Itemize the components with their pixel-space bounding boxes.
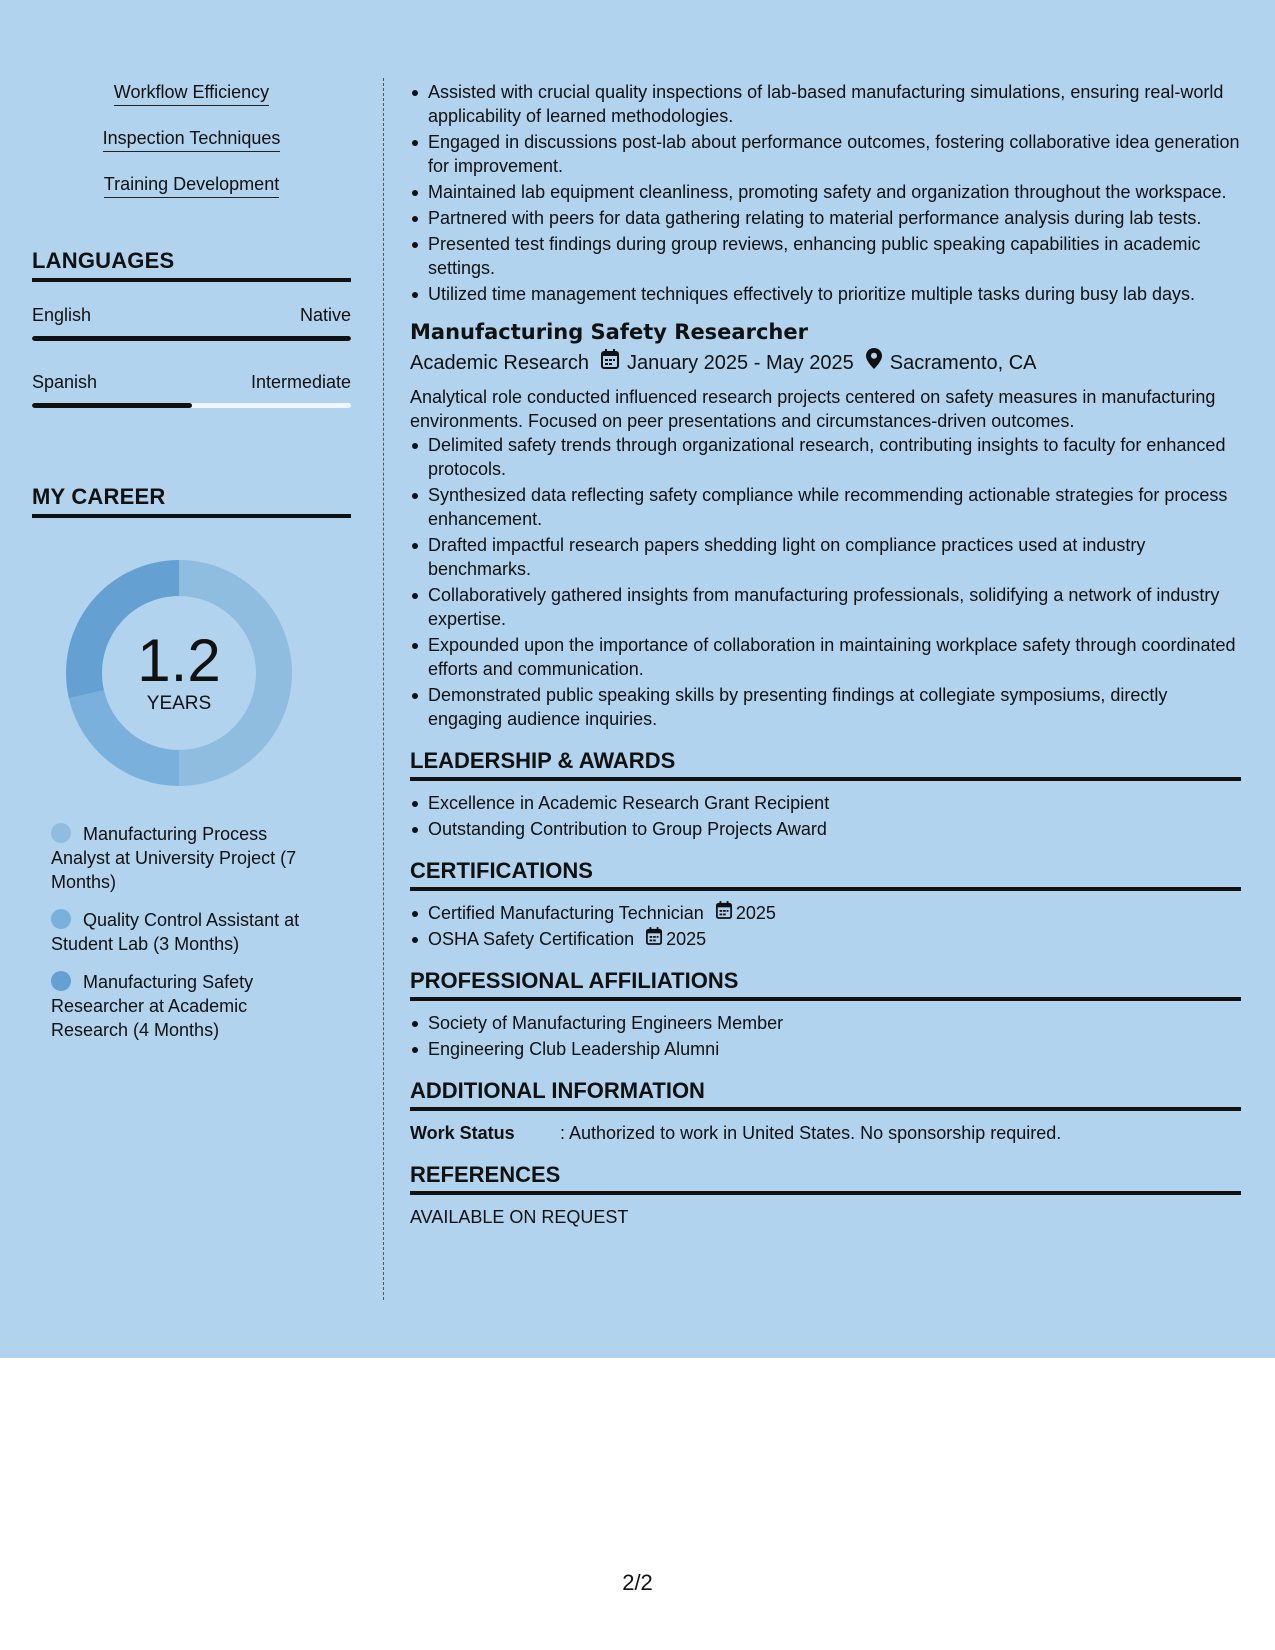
career-years-unit: YEARS [146,693,212,714]
job-summary: Analytical role conducted influenced research projects centered on safety measures in manufacturing environments. Focused on peer presentations and circumstances-driven outcomes. [410,387,1216,431]
language-english [32,304,351,341]
certification-name: OSHA Safety Certification [428,929,635,949]
bullet-item: Engaged in discussions post-lab about performance outcomes, fostering collaborative idea generation for improvement. [410,130,1241,178]
language-level-bar [32,403,351,408]
career-legend-item [51,970,312,1042]
leadership-heading: LEADERSHIP & AWARDS [410,747,1241,781]
career-heading: MY CAREER [32,484,351,518]
career-legend-item [51,908,312,956]
additional-info-heading: ADDITIONAL INFORMATION [410,1077,1241,1111]
calendar-icon [646,927,662,951]
job-meta [410,348,1241,377]
career-donut-chart [66,560,292,786]
work-status-row [410,1121,1241,1145]
legend-dot-icon [51,971,71,991]
career-legend-label: Quality Control Assistant at Student Lab (3 Months) [51,910,300,954]
job-dates: January 2025 - May 2025 [626,351,854,374]
job-entry [410,318,1241,731]
bullet-item: Utilized time management techniques effectively to prioritize multiple tasks during busy lab days. [410,282,1241,306]
language-level-fill [32,336,351,341]
calendar-icon [716,901,732,925]
work-status-value: : Authorized to work in United States. No sponsorship required. [560,1123,1062,1143]
calendar-icon [601,349,619,377]
bullet-item: Maintained lab equipment cleanliness, promoting safety and organization throughout the workspace. [410,180,1241,204]
certifications-heading: CERTIFICATIONS [410,857,1241,891]
certification-name: Certified Manufacturing Technician [428,903,704,923]
legend-dot-icon [51,823,71,843]
bullet-item: Delimited safety trends through organizational research, contributing insights to faculty for enhanced protocols. [410,433,1241,481]
skill-item: Workflow Efficiency [114,80,269,106]
language-level-fill [32,403,192,408]
language-spanish [32,371,351,408]
language-level-bar [32,336,351,341]
bullet-item: Assisted with crucial quality inspections of lab-based manufacturing simulations, ensuring real-world applicability of learned methodologies. [410,80,1241,128]
job-bullets [410,433,1241,731]
affiliations-heading: PROFESSIONAL AFFILIATIONS [410,967,1241,1001]
certification-year: 2025 [666,929,707,949]
certification-year: 2025 [735,903,776,923]
bullet-item: Expounded upon the importance of collaboration in maintaining workplace safety through coordinated efforts and communication. [410,633,1241,681]
skills-list [32,80,351,218]
skill-item: Inspection Techniques [103,126,281,152]
certifications-list [410,901,1241,951]
column-divider [383,78,384,1300]
bullet-item: Collaboratively gathered insights from manufacturing professionals, solidifying a network of industry expertise. [410,583,1241,631]
location-pin-icon [866,348,882,377]
work-status-label: Work Status [410,1123,515,1143]
affiliations-list [410,1011,1241,1061]
references-heading: REFERENCES [410,1161,1241,1195]
previous-job-bullets [410,80,1241,306]
references-text: AVAILABLE ON REQUEST [410,1207,629,1227]
bullet-item: Excellence in Academic Research Grant Recipient [410,791,1241,815]
language-name: English [32,305,92,325]
career-legend-label: Manufacturing Process Analyst at University Project (7 Months) [51,824,297,892]
job-company: Academic Research [410,351,589,374]
languages-heading: LANGUAGES [32,248,351,282]
career-legend [32,822,312,1042]
page-number: 2/2 [622,1570,653,1595]
legend-dot-icon [51,909,71,929]
bullet-item: Demonstrated public speaking skills by presenting findings at collegiate symposiums, directly engaging audience inquiries. [410,683,1241,731]
certification-item [410,901,1241,925]
certification-item [410,927,1241,951]
career-legend-item [51,822,312,894]
language-name: Spanish [32,372,98,392]
bullet-item: Partnered with peers for data gathering relating to material performance analysis during lab tests. [410,206,1241,230]
language-level: Native [299,305,351,325]
bullet-item: Presented test findings during group reviews, enhancing public speaking capabilities in academic settings. [410,232,1241,280]
bullet-item: Synthesized data reflecting safety compliance while recommending actionable strategies for process enhancement. [410,483,1241,531]
career-legend-label: Manufacturing Safety Researcher at Academic Research (4 Months) [51,972,254,1040]
main-content [410,80,1241,1229]
language-level: Intermediate [250,372,351,392]
job-title: Manufacturing Safety Researcher [410,320,808,344]
bullet-item: Engineering Club Leadership Alumni [410,1037,1241,1061]
bullet-item: Drafted impactful research papers shedding light on compliance practices used at industry benchmarks. [410,533,1241,581]
bullet-item: Society of Manufacturing Engineers Member [410,1011,1241,1035]
bullet-item: Outstanding Contribution to Group Projects Award [410,817,1241,841]
sidebar [32,80,351,1056]
leadership-list [410,791,1241,841]
career-years-number: 1.2 [137,627,221,694]
job-location: Sacramento, CA [889,351,1037,374]
skill-item: Training Development [104,172,279,198]
